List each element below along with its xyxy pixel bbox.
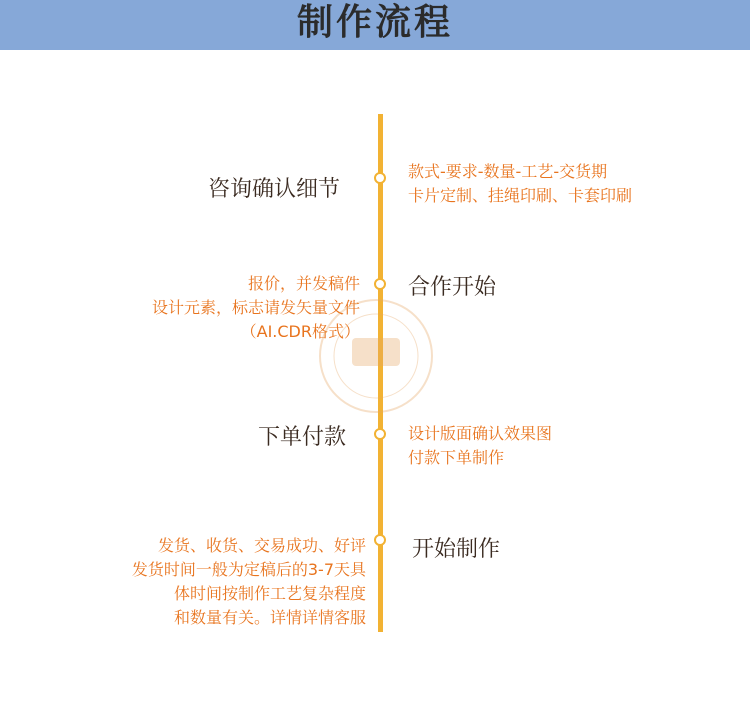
- step-title-3: 下单付款: [258, 425, 347, 450]
- step-detail-line: 款式-要求-数量-工艺-交货期: [408, 162, 608, 181]
- step-details-3: [408, 422, 552, 470]
- step-detail-line: 卡片定制、挂绳印刷、卡套印刷: [408, 186, 633, 205]
- watermark-seal: [318, 298, 434, 414]
- step-detail-line: 发货时间一般为定稿后的3-7天具: [131, 560, 366, 579]
- step-title-2: 合作开始: [408, 275, 497, 300]
- step-detail-line: 发货、收货、交易成功、好评: [157, 536, 366, 555]
- step-title-4: 开始制作: [412, 537, 501, 562]
- step-detail-line: 体时间按制作工艺复杂程度: [173, 584, 366, 603]
- step-title-1: 咨询确认细节: [208, 177, 341, 202]
- timeline-node-3: [374, 428, 386, 440]
- timeline-node-2: [374, 278, 386, 290]
- timeline-node-4: [374, 534, 386, 546]
- page-title: 制作流程: [296, 2, 453, 43]
- step-details-4: [132, 534, 366, 630]
- step-detail-line: 设计元素，标志请发矢量文件: [151, 298, 360, 317]
- timeline-node-1: [374, 172, 386, 184]
- step-detail-line: 报价，并发稿件: [247, 274, 360, 293]
- step-details-1: [408, 160, 632, 208]
- step-detail-line: 付款下单制作: [408, 448, 505, 467]
- step-detail-line: 和数量有关。详情详情客服: [173, 608, 366, 627]
- step-detail-line: （AI.CDR格式）: [240, 322, 360, 341]
- step-detail-line: 设计版面确认效果图: [408, 424, 553, 443]
